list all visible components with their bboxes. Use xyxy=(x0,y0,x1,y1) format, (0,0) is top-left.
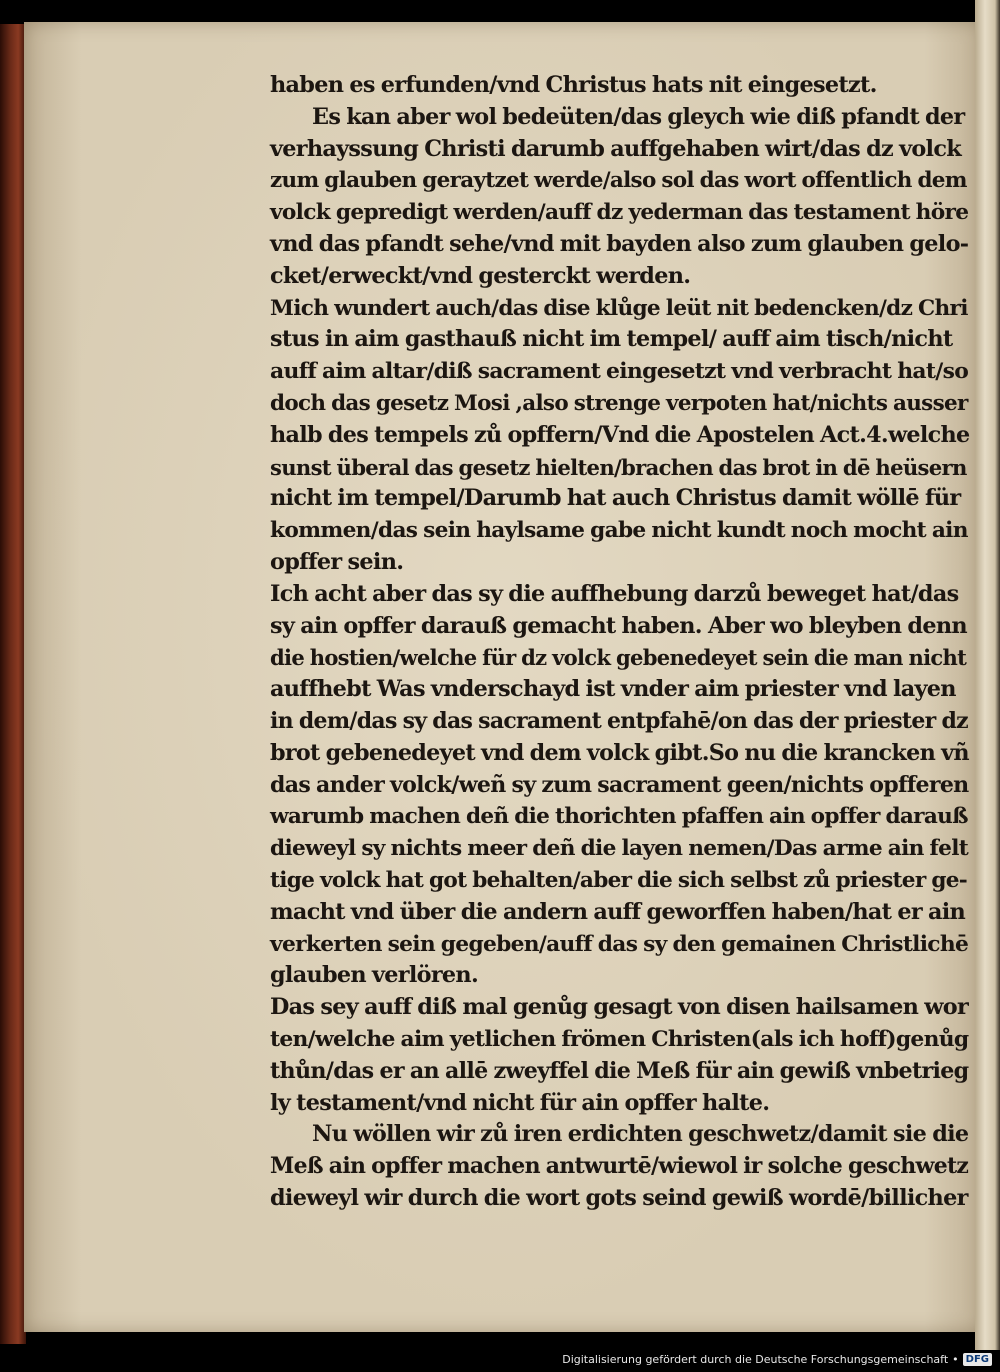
printed-text-block xyxy=(270,70,975,1215)
credit-text: Digitalisierung gefördert durch die Deutsche Forschungsgemeinschaft xyxy=(562,1353,949,1366)
credit-separator: • xyxy=(952,1353,959,1366)
text-line: Ich acht aber das sy die auffhebung darzů beweget hat/das xyxy=(270,580,959,607)
text-line: dieweyl sy nichts meer deñ die layen nemen/Das arme ain felt xyxy=(270,836,969,862)
text-line: glauben verlören. xyxy=(270,962,479,989)
text-line: doch das gesetz Mosi ,also strenge verpoten hat/nichts ausser xyxy=(270,390,968,416)
text-line: zum glauben geraytzet werde/also sol das wort offentlich dem xyxy=(270,168,967,194)
text-line: tige volck hat got behalten/aber die sich selbst zů priester ge‑ xyxy=(270,867,968,893)
text-line: Mich wundert auch/das dise klůge leüt nit bedencken/dz Chri xyxy=(270,295,968,321)
page-stack-edge xyxy=(975,0,1000,1350)
text-line: ly testament/vnd nicht für ain opffer halte. xyxy=(270,1089,770,1116)
text-line: halb des tempels zů opffern/Vnd die Apostelen Act.4.welche xyxy=(270,421,970,448)
text-line: thůn/das er an allē zweyffel die Meß für ain gewiß vnbetrieg xyxy=(270,1057,969,1084)
text-line: kommen/das sein haylsame gabe nicht kundt noch mocht ain xyxy=(270,518,968,544)
text-line: die hostien/welche für dz volck gebenedeyet sein die man nicht xyxy=(270,645,967,671)
text-line: auffhebt Was vnderschayd ist vnder aim priester vnd layen xyxy=(270,676,956,703)
text-line: Nu wöllen wir zů iren erdichten geschwetz/damit sie die xyxy=(312,1121,969,1148)
text-line: brot gebenedeyet vnd dem volck gibt.So nu die krancken vñ xyxy=(270,739,969,766)
text-line: Das sey auff diß mal genůg gesagt von disen hailsamen wor xyxy=(270,994,969,1021)
text-line: ten/welche aim yetlichen frömen Christen(als ich hoff)genůg xyxy=(270,1026,969,1052)
text-line: verkerten sein gegeben/auff das sy den gemainen Christlichē xyxy=(270,931,969,957)
text-line: Meß ain opffer machen antwurtē/wiewol ir solche geschwetz xyxy=(270,1153,969,1180)
digitization-credit xyxy=(562,1353,992,1366)
text-line: sy ain opffer darauß gemacht haben. Aber wo bleyben denn xyxy=(270,612,967,639)
text-line: in dem/das sy das sacrament entpfahē/on das der priester dz xyxy=(270,707,968,734)
text-line: nicht im tempel/Darumb hat auch Christus damit wöllē für xyxy=(270,485,961,512)
text-line: macht vnd über die andern auff geworffen haben/hat er ain xyxy=(270,898,966,925)
book-binding-edge xyxy=(0,24,26,1344)
text-line: cket/erweckt/vnd gesterckt werden. xyxy=(270,262,691,289)
text-line: vnd das pfandt sehe/vnd mit bayden also zum glauben gelo‑ xyxy=(270,230,969,257)
dfg-logo: DFG xyxy=(963,1353,992,1366)
text-line: Es kan aber wol bedeüten/das gleych wie diß pfandt der xyxy=(312,103,965,130)
text-line: volck gepredigt werden/auff dz yederman das testament höre xyxy=(270,200,969,226)
text-line: das ander volck/weñ sy zum sacrament geen/nichts opfferen xyxy=(270,771,969,798)
text-line: verhayssung Christi darumb auffgehaben wirt/das dz volck xyxy=(270,135,961,162)
text-line: sunst überal das gesetz hielten/brachen das brot in dē heüsern xyxy=(270,454,967,480)
text-line: haben es erfunden/vnd Christus hats nit eingesetzt. xyxy=(270,72,877,98)
text-line: opffer sein. xyxy=(270,548,404,575)
text-line: auff aim altar/diß sacrament eingesetzt vnd verbracht hat/so xyxy=(270,358,969,385)
text-line: stus in aim gasthauß nicht im tempel/ auff aim tisch/nicht xyxy=(270,326,953,353)
text-line: dieweyl wir durch die wort gots seind gewiß wordē/billicher xyxy=(270,1184,968,1211)
text-line: warumb machen deñ die thorichten pfaffen ain opffer darauß xyxy=(270,804,968,830)
